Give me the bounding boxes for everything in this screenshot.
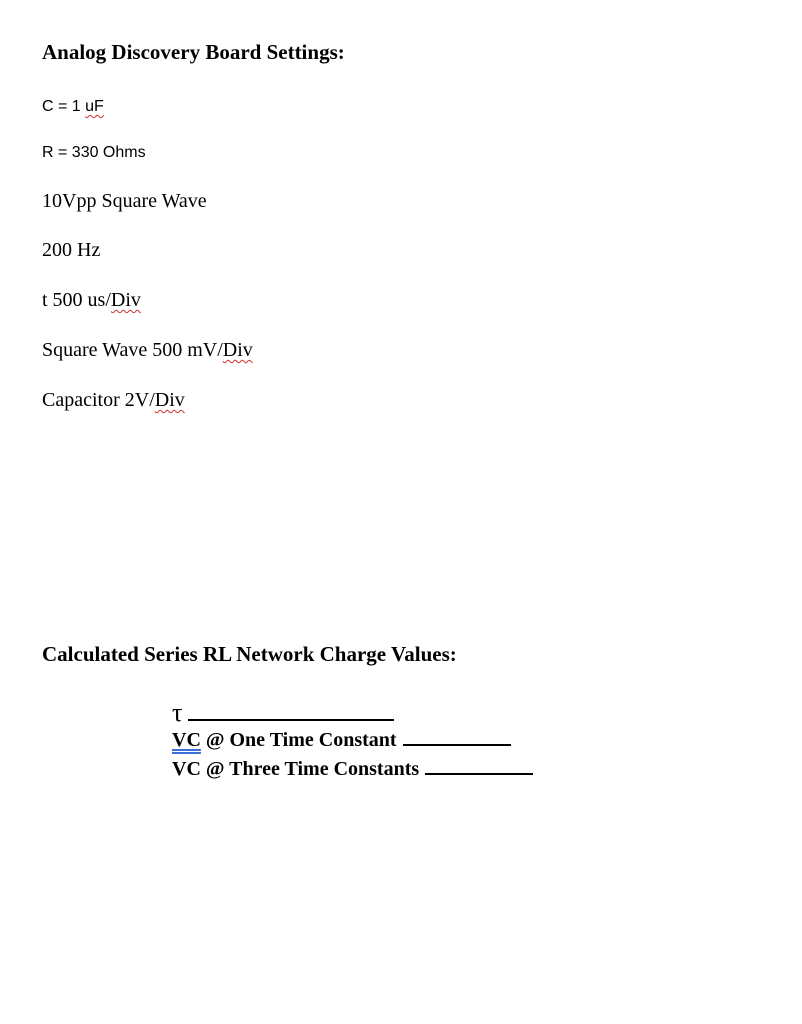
timebase-prefix: t 500 us/ <box>42 289 111 311</box>
tau-symbol: τ <box>172 698 183 727</box>
square-wave-scale-line <box>42 339 253 362</box>
capacitor-scale-line <box>42 389 185 412</box>
capacitor-scale-prefix: Capacitor 2V/ <box>42 389 155 411</box>
resistance-line: R = 330 Ohms <box>42 144 146 161</box>
three-time-constants-label: VC @ Three Time Constants <box>172 758 420 780</box>
one-time-constant-label: @ One Time Constant <box>200 729 397 751</box>
vc-three-time-constants-line <box>172 758 533 781</box>
waveform-line: 10Vpp Square Wave <box>42 190 207 212</box>
tau-answer-blank[interactable] <box>188 719 394 721</box>
square-wave-scale-unit: Div <box>222 339 253 361</box>
timebase-unit: Div <box>110 289 141 311</box>
tau-line <box>172 698 394 728</box>
vc-one-time-constant-line <box>172 729 511 752</box>
frequency-line: 200 Hz <box>42 239 101 261</box>
capacitance-line <box>42 98 104 116</box>
settings-heading: Analog Discovery Board Settings: <box>42 40 345 64</box>
vc-three-tc-answer-blank[interactable] <box>425 773 533 775</box>
vc-label: VC <box>172 729 201 751</box>
square-wave-scale-prefix: Square Wave 500 mV/ <box>42 339 223 361</box>
vc-one-tc-answer-blank[interactable] <box>403 744 511 746</box>
calculated-heading: Calculated Series RL Network Charge Values: <box>42 642 457 666</box>
capacitance-unit: uF <box>85 98 104 115</box>
capacitance-label: C = 1 <box>42 98 86 115</box>
timebase-line <box>42 289 141 312</box>
capacitor-scale-unit: Div <box>154 389 185 411</box>
